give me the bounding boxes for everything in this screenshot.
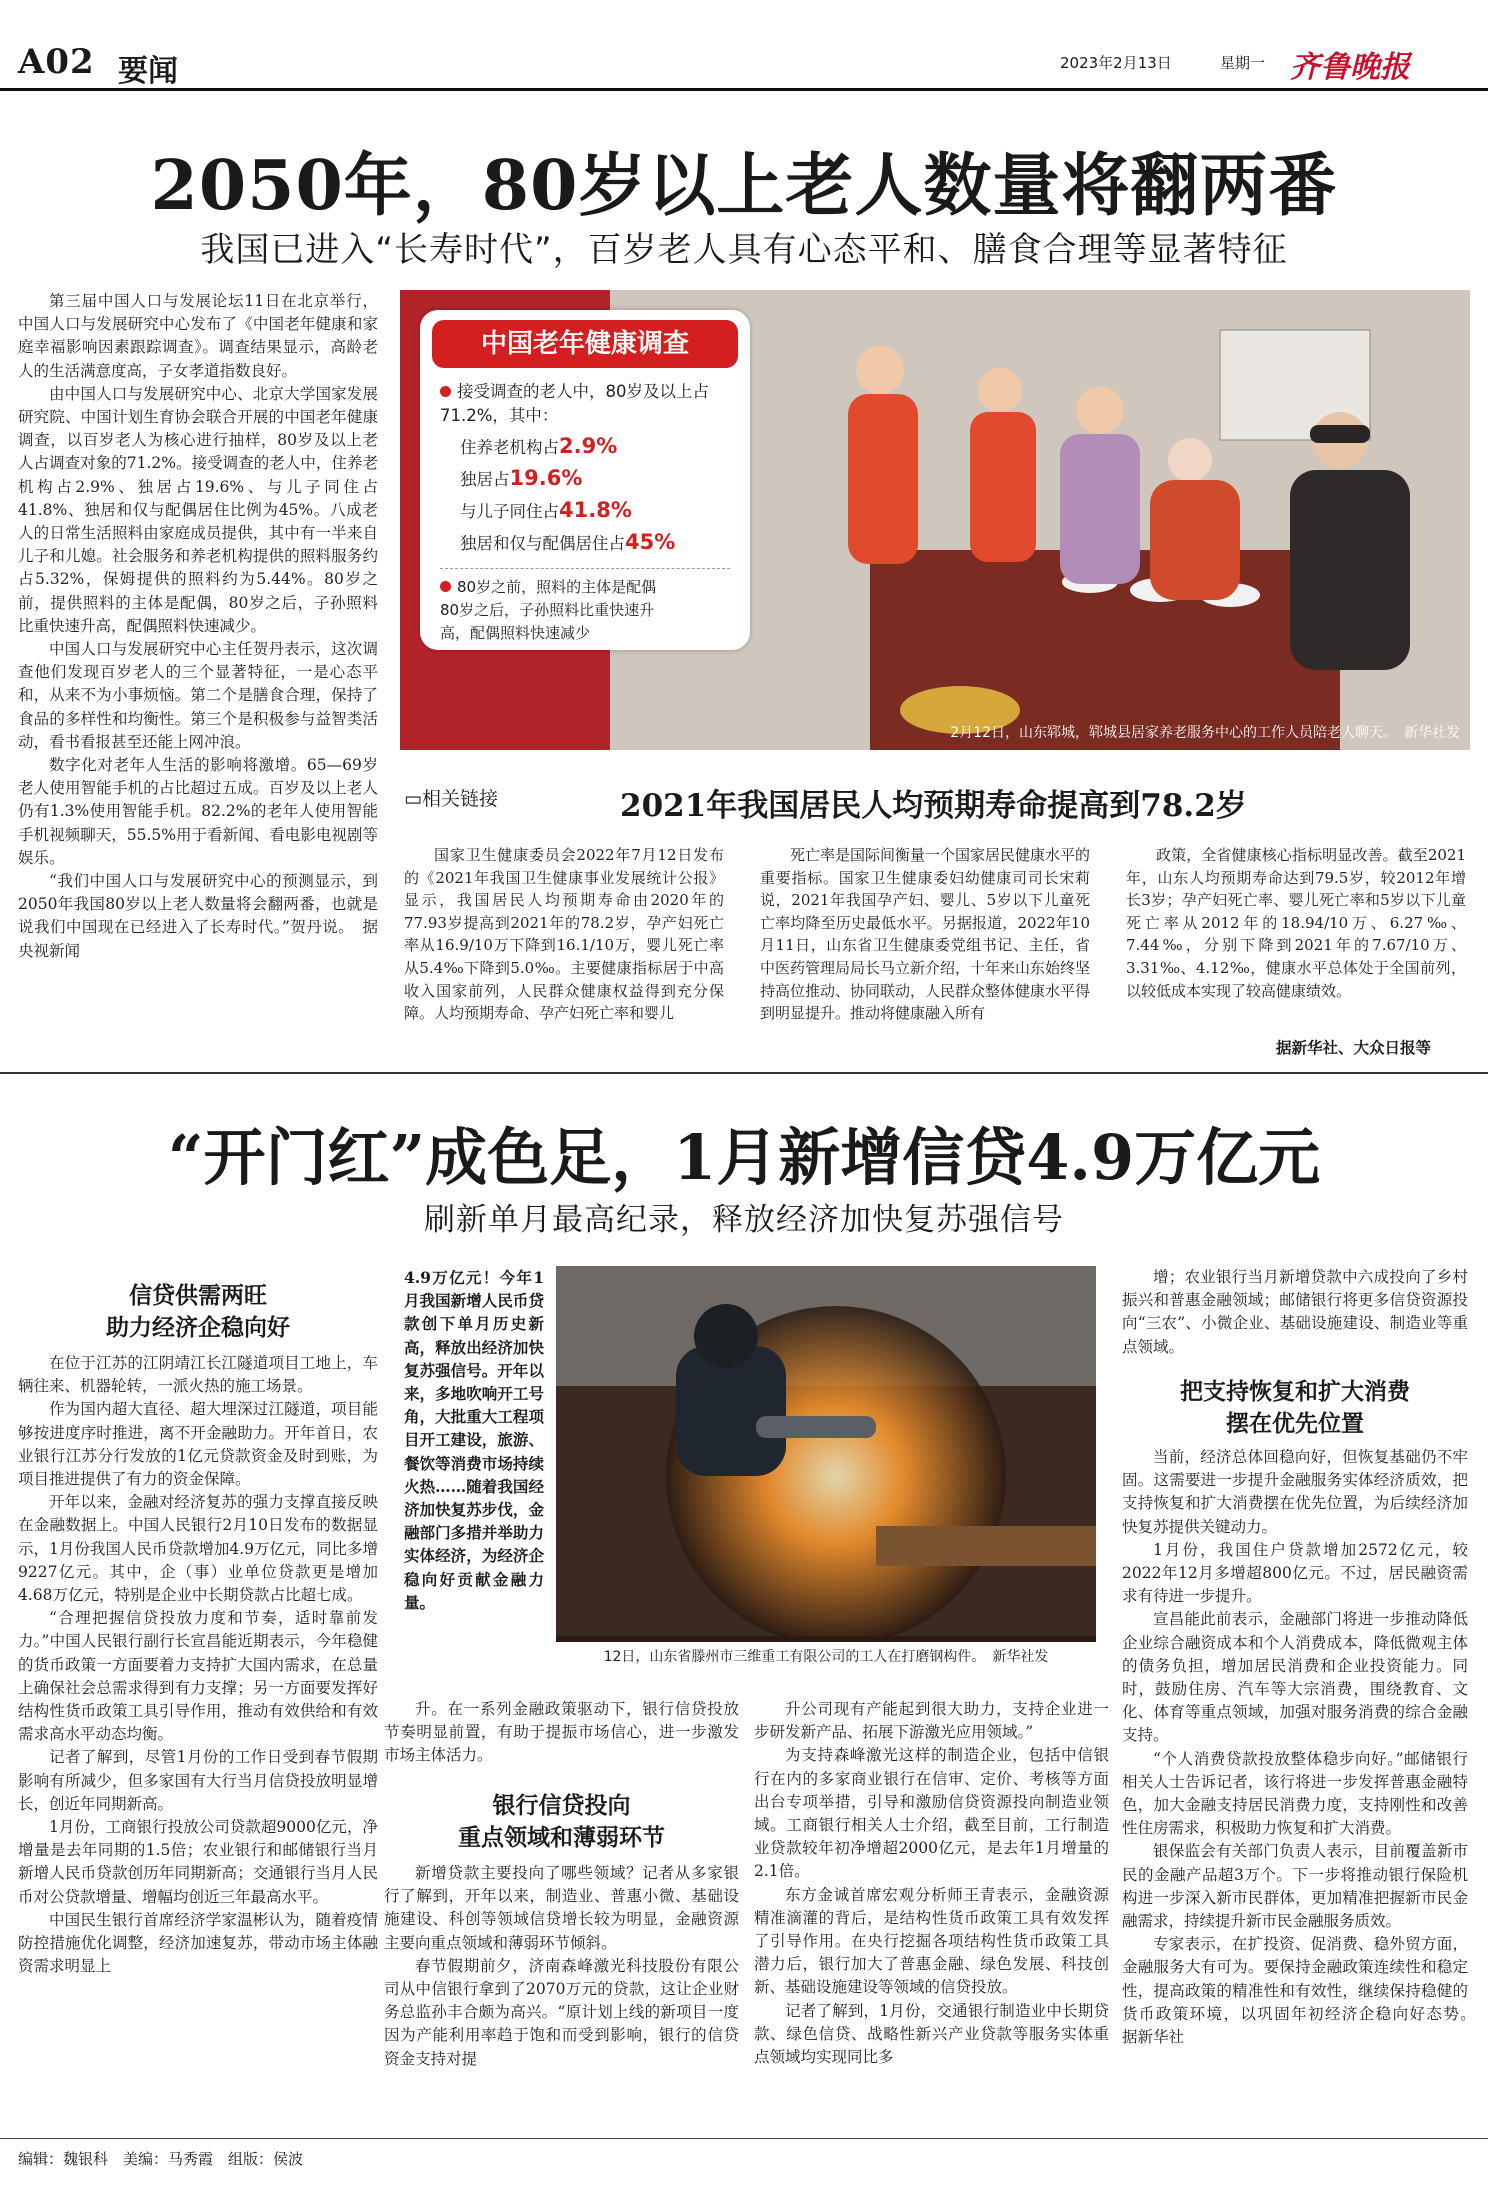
article2-col2b [384, 1862, 739, 2071]
survey-intro: 接受调查的老人中，80岁及以上占71.2%，其中： [440, 382, 709, 425]
survey-item: 与儿子同住占41.8% [460, 498, 632, 522]
survey-item: 独居占19.6% [460, 466, 583, 490]
paragraph: 为支持森峰激光这样的制造企业，包括中信银行在内的多家商业银行在信审、定价、考核等方面出台专项举措，引导和激励信贷资源投向制造业领域。工商银行相关人士介绍，截至目前，工行制造业贷款较年初净增超2000亿元，是去年1月增量的2.1倍。 [754, 1746, 1109, 1881]
article2-subhead-3: 把支持恢复和扩大消费 摆在优先位置 [1180, 1378, 1410, 1437]
issue-date: 2023年2月13日 [1060, 54, 1172, 72]
paragraph: 东方金诚首席宏观分析师王青表示，金融资源精准滴灌的背后，是结构性货币政策工具有效发挥了引导作用。在央行挖掘各项结构性货币政策工具潜力后，银行加大了普惠金融、绿色发展、科技创新、基础设施建设等领域的信贷投放。 [754, 1885, 1109, 1997]
related-col3: 政策，全省健康核心指标明显改善。截至2021年，山东人均预期寿命达到79.5岁，较2012年增长3岁；孕产妇死亡率、婴儿死亡率和5岁以下儿童死亡率从2012年的18.94/10万、6.27‰、7.44‰，分别下降到2021年的7.67/10万、3.31‰、4.12‰，健康水平总体处于全国前列，以较低成本实现了较高健康绩效。 [1126, 846, 1466, 1000]
masthead-logo: 齐鲁晚报 [1290, 50, 1410, 85]
article1-subheadline: 我国已进入“长寿时代”，百岁老人具有心态平和、膳食合理等显著特征 [200, 230, 1288, 270]
paragraph: 由中国人口与发展研究中心、北京大学国家发展研究院、中国计划生育协会联合开展的中国老年健康调查，以百岁老人为核心进行抽样，80岁及以上老人占调查对象的71.2%。接受调查的老人中，住养老机构占2.9%、独居占19.6%、与儿子同住占41.8%、独居和仅与配偶居住比例为45%。八成老人的日常生活照料由家庭成员提供，其中有一半来自儿子和儿媳。社会服务和养老机构提供的照料服务约占5.32%，保姆提供的照料约为5.44%。80岁之前，提供照料的主体是配偶，80岁之后，子孙照料比重快速升高，配偶照料快速减少。 [18, 384, 378, 635]
survey-item: 独居和仅与配偶居住占45% [460, 530, 676, 554]
paragraph: 春节假期前夕，济南森峰激光科技股份有限公司从中信银行拿到了2070万元的贷款，这让企业财务总监孙丰合颇为高兴。“原计划上线的新项目一度因为产能利用率趋于饱和而受到影响，银行的信贷资金支持对提 [384, 1956, 739, 2068]
issue-weekday: 星期一 [1220, 54, 1266, 72]
paragraph: “合理把握信贷投放力度和节奏，适时靠前发力。”中国人民银行副行长宣昌能近期表示，今年稳健的货币政策一方面要着力支持扩大国内需求，在总量上确保社会总需求得到有力支撑；另一方面要发挥好结构性货币政策工具引导作用，推动有效供给和有效需求高水平动态均衡。 [18, 1609, 378, 1744]
section-rule [0, 1072, 1488, 1074]
survey-panel [420, 310, 750, 650]
header-rule [0, 88, 1488, 91]
article2-col1 [18, 1352, 378, 1978]
survey-note: 80岁之前，照料的主体是配偶80岁之后，子孙照料比重快速升高，配偶照料快速减少 [440, 578, 657, 642]
paragraph: 新增贷款主要投向了哪些领域？记者从多家银行了解到，开年以来，制造业、普惠小微、基础设施建设、科创等领域信贷增长较为明显，金融资源主要向重点领域和薄弱环节倾斜。 [384, 1864, 739, 1952]
article1-body [18, 290, 378, 963]
article2-subheadline: 刷新单月最高纪录，释放经济加快复苏强信号 [424, 1202, 1064, 1238]
article2-intro: 4.9万亿元！今年1月我国新增人民币贷款创下单月历史新高，释放出经济加快复苏强信号。开年以来，多地吹响开工号角，大批重大工程项目开工建设，旅游、餐饮等消费市场持续火热……随着我国经济加快复苏步伐，金融部门多措并举助力实体经济，为经济企稳向好贡献金融力量。 [404, 1268, 544, 1612]
welding-photo [556, 1266, 1096, 1666]
section-name: 要闻 [118, 54, 178, 89]
paragraph: 开年以来，金融对经济复苏的强力支撑直接反映在金融数据上。中国人民银行2月10日发布的数据显示，1月份我国人民币贷款增加4.9万亿元，同比多增9227亿元。其中，企（事）业单位贷款更是增加4.68万亿元，特别是企业中长期贷款占比超七成。 [18, 1493, 379, 1605]
paragraph: 宣昌能此前表示，金融部门将进一步推动降低企业综合融资成本和个人消费成本，降低微观主体的债务负担，增加居民消费和企业投资能力。同时，鼓励住房、汽车等大宗消费，围绕教育、文化、体育等重点领域，加强对服务消费的综合金融支持。 [1122, 1610, 1468, 1745]
paragraph: 第三届中国人口与发展论坛11日在北京举行，中国人口与发展研究中心发布了《中国老年健康和家庭幸福影响因素跟踪调查》。调查结果显示，高龄老人的生活满意度高，子女孝道指数良好。 [18, 292, 378, 380]
link-icon: ▭ [404, 788, 422, 810]
paragraph: “我们中国人口与发展研究中心的预测显示，到2050年我国80岁以上老人数量将会翻两番，也就是说我们中国现在已经进入了长寿时代。”贺丹说。 据央视新闻 [18, 872, 378, 960]
related-headline: 2021年我国居民人均预期寿命提高到78.2岁 [620, 788, 1247, 824]
bullet-icon [440, 386, 451, 397]
paragraph: 记者了解到，尽管1月份的工作日受到春节假期影响有所减少，但多家国有大行当月信贷投放明显增长，创近年同期新高。 [18, 1748, 378, 1813]
related-credit: 据新华社、大众日报等 [1276, 1039, 1432, 1057]
article2-col4a: 增；农业银行当月新增贷款中六成投向了乡村振兴和普惠金融领域；邮储银行将更多信贷资源投向“三农”、小微企业、基础设施建设、制造业等重点领域。 [1122, 1268, 1468, 1356]
footer-rule [0, 2138, 1488, 2139]
paragraph: 在位于江苏的江阴靖江长江隧道项目工地上，车辆往来、机器轮转，一派火热的施工场景。 [18, 1354, 378, 1396]
photo-caption: 12日，山东省滕州市三维重工有限公司的工人在打磨钢构件。 新华社发 [556, 1642, 1096, 1666]
article2-subhead-1: 信贷供需两旺 助力经济企稳向好 [106, 1282, 290, 1341]
paragraph: 作为国内超大直径、超大埋深过江隧道，项目能够按进度序时推进，离不开金融助力。开年首日，农业银行江苏分行发放的1亿元贷款资金及时到账，为项目推进提供了有力的资金保障。 [18, 1400, 378, 1489]
page-number: A02 [18, 42, 95, 82]
paragraph: 数字化对老年人生活的影响将激增。65—69岁老人使用智能手机的占比超过五成。百岁及以上老人仍有1.3%使用智能手机。82.2%的老年人使用智能手机视频聊天，55.5%用于看新闻、看电影电视剧等娱乐。 [18, 756, 378, 867]
article2-headline: “开门红”成色足，1月新增信贷4.9万亿元 [167, 1121, 1321, 1194]
survey-item: 住养老机构占2.9% [460, 434, 618, 458]
bullet-icon [440, 581, 451, 592]
survey-divider [440, 568, 730, 569]
paragraph: 当前，经济总体回稳向好，但恢复基础仍不牢固。这需要进一步提升金融服务实体经济质效，把支持恢复和扩大消费摆在优先位置，为后续经济加快复苏提供关键动力。 [1122, 1448, 1468, 1536]
photo-illustration [556, 1266, 1096, 1636]
photo-caption: 2月12日，山东郓城，郓城县居家养老服务中心的工作人员陪老人聊天。 新华社发 [950, 725, 1460, 741]
article2-subhead-2: 银行信贷投向 重点领域和薄弱环节 [458, 1792, 665, 1851]
related-col1: 国家卫生健康委员会2022年7月12日发布的《2021年我国卫生健康事业发展统计公报》显示，我国居民人均预期寿命由2020年的77.93岁提高到2021年的78.2岁，孕产妇死亡率从16.9/10万下降到16.1/10万，婴儿死亡率从5.4‰下降到5.0‰。主要健康指标居于中高收入国家前列，人民群众健康权益得到充分保障。人均预期寿命、孕产妇死亡率和婴儿 [404, 846, 724, 1023]
paragraph: 1月份，我国住户贷款增加2572亿元，较2022年12月多增超800亿元。不过，居民融资需求有待进一步提升。 [1122, 1540, 1468, 1606]
paragraph: 中国人口与发展研究中心主任贺丹表示，这次调查他们发现百岁老人的三个显著特征，一是心态平和，从来不为小事烦恼。第二个是膳食合理，保持了食品的多样性和均衡性。第三个是积极参与益智类活动，看书看报甚至还能上网冲浪。 [18, 640, 378, 751]
survey-title: 中国老年健康调查 [432, 320, 738, 368]
paragraph: 银保监会有关部门负责人表示，目前覆盖新市民的金融产品超3万个。下一步将推动银行保险机构进一步深入新市民群体，更加精准把握新市民金融需求，持续提升新市民金融服务质效。 [1122, 1842, 1468, 1931]
article2-col3 [754, 1698, 1109, 2069]
elderly-care-photo [400, 290, 1470, 750]
paragraph: 中国民生银行首席经济学家温彬认为，随着疫情防控措施优化调整，经济加速复苏，带动市场主体融资需求明显上 [18, 1910, 378, 1976]
article2-col2a: 升。在一系列金融政策驱动下，银行信贷投放节奏明显前置，有助于提振市场信心，进一步激发市场主体活力。 [384, 1700, 739, 1765]
related-link-label: ▭相关链接 [404, 788, 498, 810]
paragraph: “个人消费贷款投放整体稳步向好。”邮储银行相关人士告诉记者，该行将进一步发挥普惠金融特色，加大金融支持居民消费力度，支持刚性和改善性住房需求，积极助力恢复和扩大消费。 [1122, 1749, 1468, 1838]
related-col2: 死亡率是国际间衡量一个国家居民健康水平的重要指标。国家卫生健康委妇幼健康司司长宋莉说，2021年我国孕产妇、婴儿、5岁以下儿童死亡率均降至历史最低水平。另据报道，2022年10月11日，山东省卫生健康委党组书记、主任，省中医药管理局局长马立新介绍，十年来山东始终坚持高位推动、协同联动，人民群众整体健康水平得到明显提升。推动将健康融入所有 [760, 846, 1091, 1023]
article1-headline: 2050年，80岁以上老人数量将翻两番 [150, 146, 1338, 226]
paragraph: 1月份，工商银行投放公司贷款超9000亿元，净增量是去年同期的1.5倍；农业银行和邮储银行当月新增人民币贷款创历年同期新高；交通银行当月人民币对公贷款增量、增幅均创近三年最高水平。 [18, 1818, 378, 1906]
paragraph: 记者了解到，1月份，交通银行制造业中长期贷款、绿色信贷、战略性新兴产业贷款等服务实体重点领域均实现同比多 [754, 2001, 1109, 2067]
paragraph: 专家表示，在扩投资、促消费、稳外贸方面，金融服务大有可为。要保持金融政策连续性和稳定性，提高政策的精准性和有效性，继续保持稳健的货币政策环境，以巩固年初经济企稳向好态势。 据新华社 [1122, 1935, 1484, 2047]
paragraph: 升公司现有产能起到很大助力，支持企业进一步研发新产品、拓展下游激光应用领域。” [754, 1700, 1109, 1742]
editor-credits: 编辑：魏银科 美编：马秀霞 组版：侯波 [18, 2150, 304, 2168]
article2-col4b [1122, 1446, 1484, 2049]
